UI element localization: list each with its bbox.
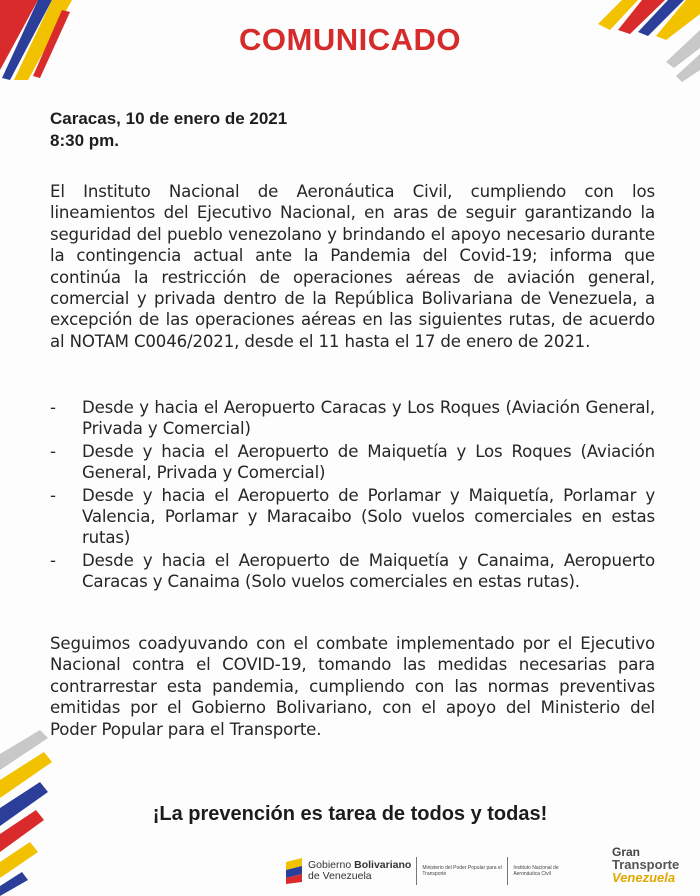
bullet-dash: -: [50, 398, 56, 417]
gran-mid-text: Transporte: [612, 857, 680, 872]
route-item: [50, 397, 655, 440]
route-item: [50, 550, 655, 593]
gran-top-text: Gran: [612, 845, 641, 859]
institute-text: Instituto Nacional de Aeronáutica Civil: [513, 865, 559, 877]
footer-divider: [416, 857, 417, 885]
date-text: Caracas, 10 de enero de 2021: [50, 109, 288, 128]
route-text: Desde y hacia el Aeropuerto de Porlamar y Maiquetía, Porlamar y Valencia, Porlamar y Maracaibo (Solo vuelos comerciales en estas rutas): [82, 485, 655, 548]
bullet-dash: -: [50, 550, 56, 570]
ministry-text: Ministerio del Poder Popular para el Transporte: [422, 865, 502, 877]
route-item: [50, 441, 655, 484]
gob-bold: Bolivariano: [354, 859, 412, 871]
route-text: Desde y hacia el Aeropuerto Caracas y Los Roques (Aviación General, Privada y Comercial): [82, 398, 655, 439]
government-footer-logos: [284, 852, 583, 890]
route-item: [50, 485, 655, 549]
gob-line2: de Venezuela: [308, 870, 372, 882]
gran-bot-text: Venezuela: [612, 870, 676, 885]
venezuela-flag-icon: [284, 858, 304, 884]
government-logo-text: [308, 860, 411, 882]
gran-transporte-logo: [612, 846, 694, 894]
dateline: [50, 108, 287, 152]
intro-paragraph: El Instituto Nacional de Aeronáutica Civil, cumpliendo con los lineamientos del Ejecutivo Nacional, en aras de seguir garantizando la seguridad del pueblo venezolano y brindando el apoyo necesario durante la contingencia actual ante la Pandemia del Covid-19; informa que continúa la restricción de operaciones aéreas de aviación general, comercial y privada dentro de la República Bolivariana de Venezuela, a excepción de las operaciones aéreas en las siguientes rutas, de acuerdo al NOTAM C0046/2021, desde el 11 hasta el 17 de enero de 2021.: [50, 182, 655, 351]
time-text: 8:30 pm.: [50, 131, 119, 150]
routes-list: [50, 397, 655, 594]
gob-line1: Gobierno: [308, 859, 355, 871]
slogan-text: ¡La prevención es tarea de todos y todas!: [152, 803, 548, 825]
route-text: Desde y hacia el Aeropuerto de Maiquetía y Canaima, Aeropuerto Caracas y Canaima (Solo vuelos comerciales en estas rutas).: [82, 550, 655, 592]
closing-paragraph: Seguimos coadyuvando con el combate implementado por el Ejecutivo Nacional contra el COVID-19, tomando las medidas necesarias para contrarrestar esta pandemia, cumpliendo con las normas preventivas emitidas por el Gobierno Bolivariano, con el apoyo del Ministerio del Poder Popular para el Transporte.: [50, 634, 655, 739]
bullet-dash: -: [50, 485, 56, 505]
page-title: COMUNICADO: [239, 22, 461, 57]
route-text: Desde y hacia el Aeropuerto de Maiquetía y Los Roques (Aviación General, Privada y Comercial): [82, 441, 655, 483]
bullet-dash: -: [50, 441, 56, 461]
footer-divider: [507, 857, 508, 885]
